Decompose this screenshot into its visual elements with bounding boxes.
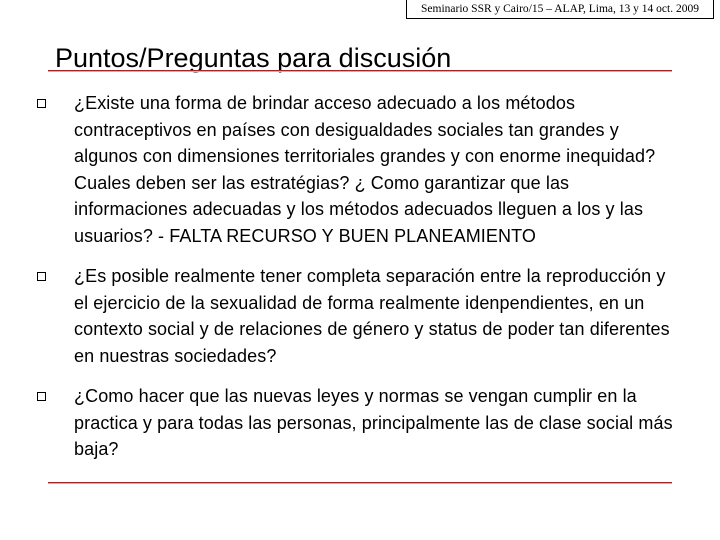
bullet-text: ¿Existe una forma de brindar acceso adecuado a los métodos contraceptivos en países con desigualdades sociales tan grandes y algunos con dimensiones territoriales grandes y con enorme inequidad? Cuales deben ser las estratégias? ¿ Como garantizar que las informaciones adecuadas y los métodos adecuados lleguen a los y las usuarios? - FALTA RECURSO Y BUEN PLANEAMIENTO xyxy=(74,93,656,246)
slide-title: Puntos/Preguntas para discusión xyxy=(55,43,452,73)
square-bullet-icon xyxy=(37,392,46,401)
header-caption: Seminario SSR y Cairo/15 – ALAP, Lima, 13 y 14 oct. 2009 xyxy=(406,0,714,19)
bullet-text: ¿Es posible realmente tener completa separación entre la reproducción y el ejercicio de la sexualidad de forma realmente idenpendientes, en un contexto social y de relaciones de género y status de poder tan diferentes en nuestras sociedades? xyxy=(74,266,670,366)
footer-divider xyxy=(48,482,672,484)
bullet-text: ¿Como hacer que las nuevas leyes y normas se vengan cumplir en la practica y para todas las personas, principalmente las de clase social más baja? xyxy=(74,386,673,459)
title-divider xyxy=(48,70,672,72)
square-bullet-icon xyxy=(37,99,46,108)
square-bullet-icon xyxy=(37,272,46,281)
